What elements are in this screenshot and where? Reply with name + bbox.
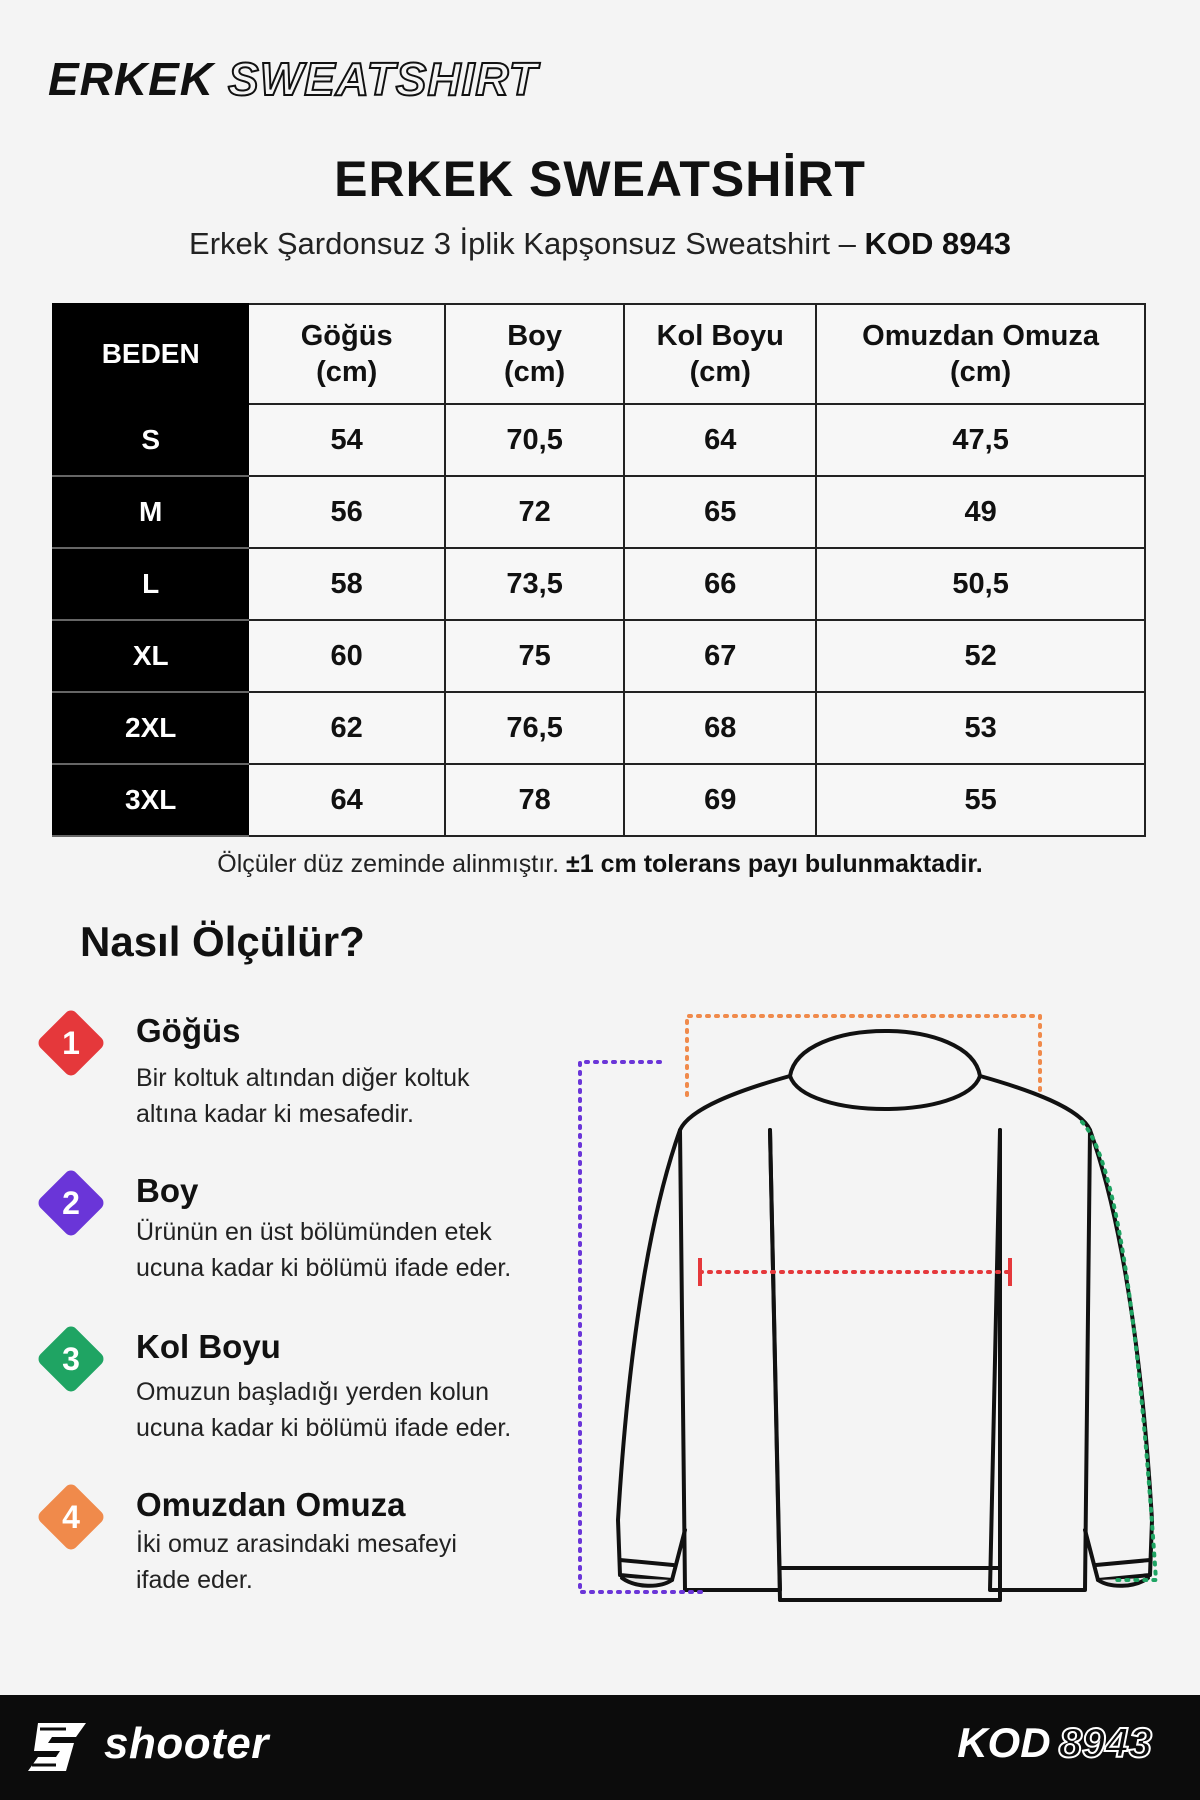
how-to-measure-heading: Nasıl Ölçülür? bbox=[80, 918, 365, 965]
table-cell: 64 bbox=[248, 764, 445, 836]
step-title: Omuzdan Omuza bbox=[136, 1486, 406, 1523]
table-cell: 76,5 bbox=[445, 692, 624, 764]
step-number: 4 bbox=[62, 1499, 80, 1535]
step-number: 1 bbox=[62, 1025, 80, 1061]
header-beden: BEDEN bbox=[53, 304, 248, 404]
table-cell: 70,5 bbox=[445, 404, 624, 476]
boy-measure-line bbox=[580, 1062, 705, 1592]
note-plain: Ölçüler düz zeminde alinmıştır. bbox=[217, 850, 560, 878]
table-cell: 69 bbox=[624, 764, 816, 836]
footer-product-code: KOD 8943 bbox=[957, 1719, 1152, 1766]
shooter-logo-icon bbox=[26, 1717, 90, 1777]
table-cell: 53 bbox=[816, 692, 1145, 764]
size-chart-table bbox=[52, 303, 1146, 837]
table-cell: 52 bbox=[816, 620, 1145, 692]
step-description: Bir koltuk altından diğer koltuk altına kadar ki mesafedir. bbox=[136, 1064, 470, 1128]
size-cell: M bbox=[53, 476, 248, 548]
table-cell: 64 bbox=[624, 404, 816, 476]
table-cell: 49 bbox=[816, 476, 1145, 548]
table-cell: 56 bbox=[248, 476, 445, 548]
subtitle-code: KOD 8943 bbox=[864, 226, 1011, 261]
table-cell: 62 bbox=[248, 692, 445, 764]
table-cell: 68 bbox=[624, 692, 816, 764]
table-row bbox=[53, 476, 1145, 548]
size-cell: 2XL bbox=[53, 692, 248, 764]
table-cell: 73,5 bbox=[445, 548, 624, 620]
step-title: Boy bbox=[136, 1172, 199, 1209]
table-cell: 65 bbox=[624, 476, 816, 548]
size-cell: S bbox=[53, 404, 248, 476]
step-number: 2 bbox=[62, 1185, 80, 1221]
top-brand-heading bbox=[48, 52, 538, 106]
table-cell: 78 bbox=[445, 764, 624, 836]
table-cell: 75 bbox=[445, 620, 624, 692]
brand-bold-text: ERKEK bbox=[48, 53, 215, 105]
table-row bbox=[53, 692, 1145, 764]
table-cell: 54 bbox=[248, 404, 445, 476]
table-row bbox=[53, 404, 1145, 476]
header-kol-boyu: Kol Boyu (cm) bbox=[624, 304, 816, 404]
sweatshirt-diagram bbox=[570, 1000, 1180, 1620]
step-number: 3 bbox=[62, 1341, 80, 1377]
footer-brand-name: shooter bbox=[104, 1719, 269, 1768]
step-description: İki omuz arasindaki mesafeyi ifade eder. bbox=[136, 1530, 457, 1594]
table-cell: 55 bbox=[816, 764, 1145, 836]
step-description: Ürünün en üst bölümünden etek ucuna kadar ki bölümü ifade eder. bbox=[136, 1218, 512, 1282]
kol-measure-line bbox=[1082, 1122, 1156, 1580]
table-cell: 47,5 bbox=[816, 404, 1145, 476]
table-header-row bbox=[53, 304, 1145, 404]
tolerance-note bbox=[0, 850, 1200, 879]
header-omuzdan-omuza: Omuzdan Omuza (cm) bbox=[816, 304, 1145, 404]
table-cell: 60 bbox=[248, 620, 445, 692]
sweatshirt-outline bbox=[618, 1031, 1152, 1600]
table-cell: 50,5 bbox=[816, 548, 1145, 620]
subtitle-text: Erkek Şardonsuz 3 İplik Kapşonsuz Sweatshirt – bbox=[189, 226, 856, 261]
table-row bbox=[53, 764, 1145, 836]
table-row bbox=[53, 620, 1145, 692]
note-bold: ±1 cm tolerans payı bulunmaktadir. bbox=[566, 850, 983, 878]
page-subtitle bbox=[0, 226, 1200, 262]
step-title: Kol Boyu bbox=[136, 1328, 281, 1365]
table-cell: 58 bbox=[248, 548, 445, 620]
step-description: Omuzun başladığı yerden kolun ucuna kadar ki bölümü ifade eder. bbox=[136, 1378, 512, 1442]
table-cell: 67 bbox=[624, 620, 816, 692]
header-boy: Boy (cm) bbox=[445, 304, 624, 404]
table-row bbox=[53, 548, 1145, 620]
brand-outline-text: SWEATSHIRT bbox=[228, 53, 538, 105]
size-cell: XL bbox=[53, 620, 248, 692]
size-cell: 3XL bbox=[53, 764, 248, 836]
size-cell: L bbox=[53, 548, 248, 620]
footer-bar bbox=[0, 1695, 1200, 1800]
table-cell: 72 bbox=[445, 476, 624, 548]
table-cell: 66 bbox=[624, 548, 816, 620]
page-title: ERKEK SWEATSHİRT bbox=[334, 151, 866, 207]
header-gogus: Göğüs (cm) bbox=[248, 304, 445, 404]
step-title: Göğüs bbox=[136, 1012, 241, 1049]
